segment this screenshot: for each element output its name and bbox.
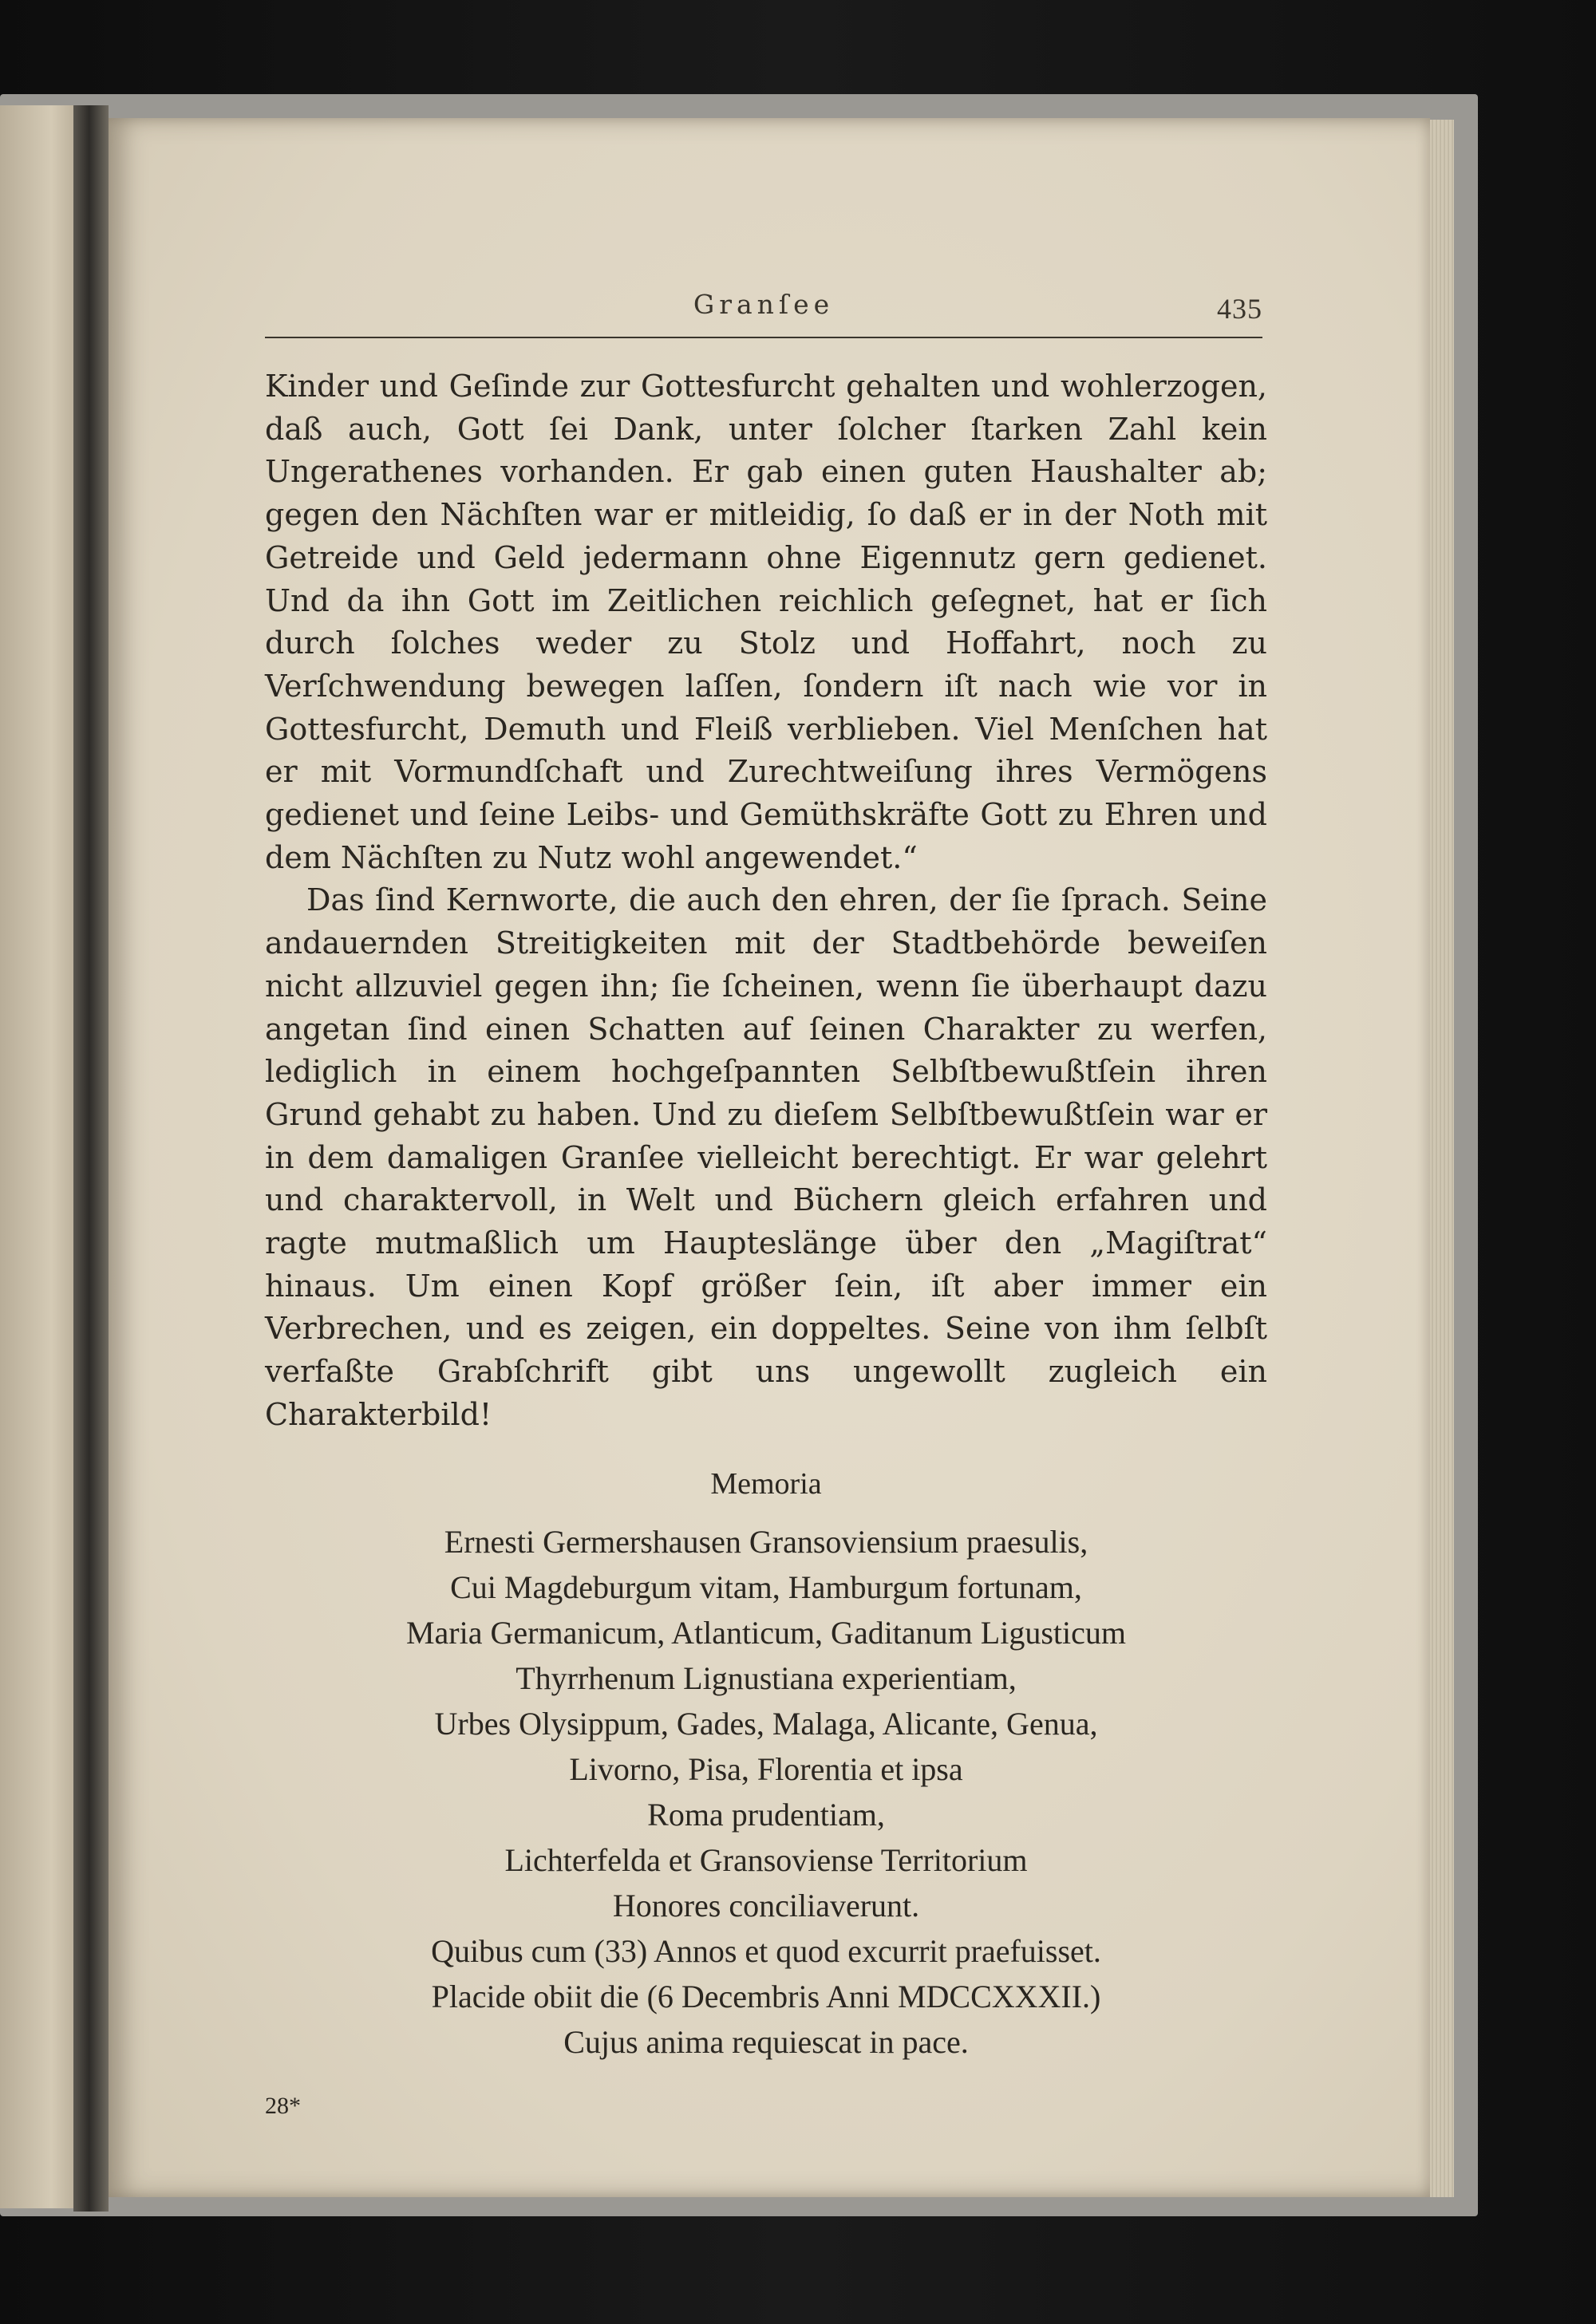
epitaph-line: Ernesti Germershausen Gransoviensium praesulis, [444, 1524, 1088, 1560]
page-header [265, 289, 1262, 338]
book-page [109, 118, 1430, 2197]
epitaph-line: Placide obiit die (6 Decembris Anni MDCCXXXII.) [431, 1979, 1101, 2014]
body-text [265, 365, 1267, 1437]
paragraph-2: Das ſind Kernworte, die auch den ehren, der ſie ſprach. Seine andauernden Streitigkeiten mit der Stadtbehörde beweiſen nicht allzuviel gegen ihn; ſie ſcheinen, wenn ſie überhaupt dazu angetan ſind einen Schatten auf ſeinen Charakter zu werfen, lediglich in einem hochgeſpannten Selbſtbewußtſein ihren Grund gehabt zu haben. Und zu dieſem Selbſtbewußtſein war er in dem damaligen Granſee vielleicht berechtigt. Er war gelehrt und charaktervoll, in Welt und Büchern gleich erfahren und ragte mutmaßlich um Haupteslänge über den „Magiſtrat“ hinaus. Um einen Kopf größer ſein, iſt aber immer ein Verbrechen, und es zeigen, ein doppeltes. Seine von ihm ſelbſt verfaßte Grabſchrift gibt uns ungewollt zugleich ein Charakterbild! [265, 882, 1267, 1432]
epitaph-line: Lichterfelda et Gransoviense Territorium [504, 1842, 1028, 1878]
epitaph-line: Maria Germanicum, Atlanticum, Gaditanum Ligusticum [405, 1615, 1126, 1651]
running-title: Granſee [693, 289, 835, 320]
page-number: 435 [1217, 293, 1262, 325]
epitaph-line: Cui Magdeburgum vitam, Hamburgum fortunam, [450, 1569, 1082, 1605]
epitaph-line: Cujus anima requiescat in pace. [563, 2024, 969, 2060]
epitaph-line: Honores conciliaverunt. [612, 1888, 920, 1924]
epitaph-line: Roma prudentiam, [647, 1797, 885, 1833]
epitaph-line: Urbes Olysippum, Gades, Malaga, Alicante, Genua, [434, 1706, 1098, 1742]
signature-mark: 28* [265, 2093, 301, 2119]
epitaph [265, 1466, 1267, 2065]
epitaph-line: Livorno, Pisa, Florentia et ipsa [569, 1751, 963, 1787]
epitaph-title: Memoria [710, 1467, 822, 1501]
page-edges [1430, 120, 1454, 2197]
book-gutter [73, 105, 109, 2212]
paragraph-1: Kinder und Geſinde zur Gottesfurcht gehalten und wohlerzogen, daß auch, Gott ſei Dank, unter ſolcher ſtarken Zahl kein Ungerathenes vorhanden. Er gab einen guten Haushalter ab; gegen den Nächſten war er mitleidig, ſo daß er in der Noth mit Getreide und Geld jedermann ohne Eigennutz gern gedienet. Und da ihn Gott im Zeitlichen reichlich geſegnet, hat er ſich durch ſolches weder zu Stolz und Hoffahrt, noch zu Verſchwendung bewegen laſſen, ſondern iſt nach wie vor in Gottesfurcht, Demuth und Fleiß verblieben. Viel Menſchen hat er mit Vormundſchaft und Zurechtweiſung ihres Vermögens gedienet und ſeine Leibs- und Gemüthskräfte Gott zu Ehren und dem Nächſten zu Nutz wohl angewendet.“ [265, 369, 1267, 875]
epitaph-line: Quibus cum (33) Annos et quod excurrit praefuisset. [431, 1933, 1101, 1969]
epitaph-line: Thyrrhenum Lignustiana experientiam, [516, 1660, 1017, 1696]
page-content [109, 118, 1430, 2197]
facing-page-edge [0, 105, 73, 2208]
